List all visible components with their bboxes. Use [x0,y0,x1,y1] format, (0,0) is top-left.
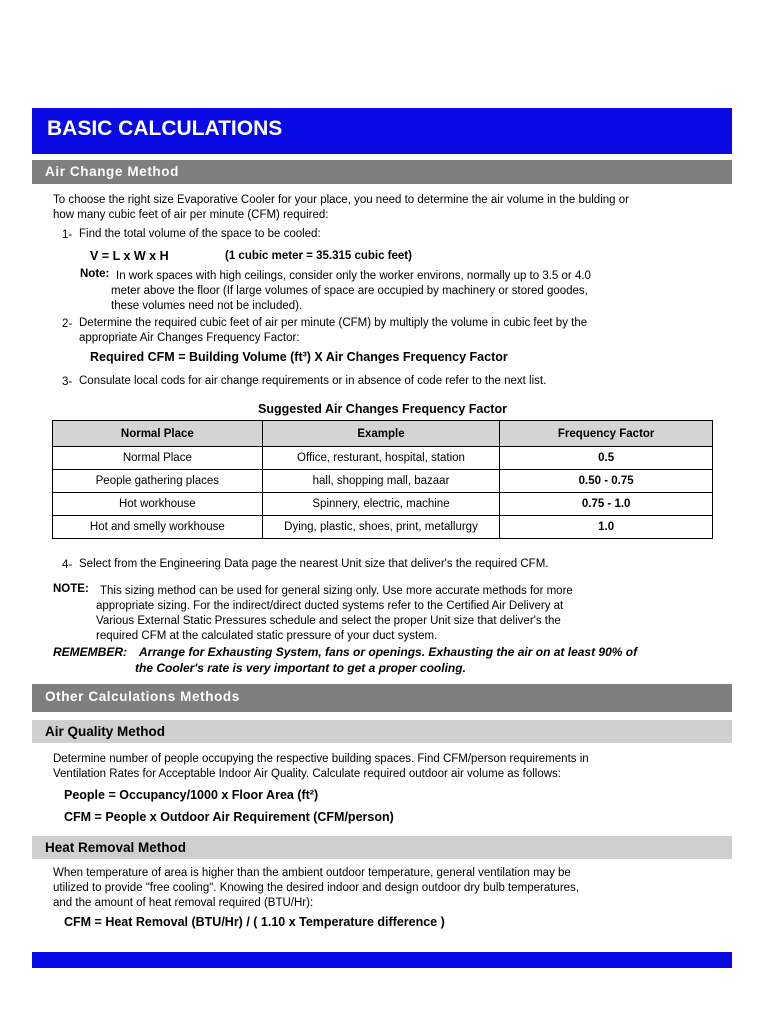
step-number: 2- [62,318,73,330]
title-bar [32,108,732,154]
subsection-header-air-quality [32,720,732,743]
text-line: and the amount of heat removal required (BTU/Hr): [53,897,314,909]
heat-removal-text [53,866,579,911]
step-text: Consulate local cods for air change requirements or in absence of code refer to the next list. [79,375,547,387]
table-row [53,447,713,470]
column-header: Frequency Factor [500,421,713,447]
step-number: 3- [62,376,73,388]
table-row [53,470,713,493]
note-label: Note: [80,268,110,280]
note-line: these volumes need not be included). [111,300,303,312]
remember-label: REMEMBER: [53,645,127,659]
note2-line: This sizing method can be used for general sizing only. Use more accurate methods for more [100,585,573,597]
table-cell: 0.5 [500,447,713,470]
text-line: When temperature of area is higher than the ambient outdoor temperature, general ventilation may be [53,867,571,879]
note2-line: appropriate sizing. For the indirect/direct ducted systems refer to the Certified Air Delivery at [96,600,564,612]
note2-line: required CFM at the calculated static pressure of your duct system. [96,630,438,642]
table-cell: 1.0 [500,516,713,539]
formula-volume: V = L x W x H [90,249,169,263]
frequency-table [52,420,713,539]
table-cell: Normal Place [53,447,263,470]
note-line: In work spaces with high ceilings, consider only the worker environs, normally up to 3.5 or 4.0 [116,270,591,282]
table-cell: Office, resturant, hospital, station [262,447,500,470]
remember-line: the Cooler's rate is very important to get a proper cooling. [135,661,466,675]
column-header: Example [262,421,500,447]
table-cell: Dying, plastic, shoes, print, metallurgy [262,516,500,539]
section-title: Other Calculations Methods [45,689,240,704]
table-row [53,516,713,539]
step-text: Find the total volume of the space to be cooled: [79,228,321,240]
formula-cfm: Required CFM = Building Volume (ft³) X Air Changes Frequency Factor [90,350,508,364]
page-title: BASIC CALCULATIONS [47,117,283,140]
table-cell: People gathering places [53,470,263,493]
intro-line: To choose the right size Evaporative Cooler for your place, you need to determine the air volume in the bulding or [53,194,629,206]
formula-people: People = Occupancy/1000 x Floor Area (ft²) [64,788,319,802]
column-header: Normal Place [53,421,263,447]
table-header-row [53,421,713,447]
footer-bar [32,952,732,968]
section-header-other [32,684,732,712]
table-cell: 0.75 - 1.0 [500,493,713,516]
step-text: Select from the Engineering Data page the nearest Unit size that deliver's the required CFM. [79,558,549,570]
note-line: meter above the floor (If large volumes of space are occupied by machinery or stored goodes, [111,285,588,297]
text-line: Determine number of people occupying the respective building spaces. Find CFM/person requirements in [53,753,589,765]
note2-label: NOTE: [53,583,89,595]
table-cell: Spinnery, electric, machine [262,493,500,516]
table-title: Suggested Air Changes Frequency Factor [258,402,507,416]
table-cell: hall, shopping mall, bazaar [262,470,500,493]
air-quality-text [53,752,589,782]
step-line: appropriate Air Changes Frequency Factor: [79,332,300,344]
section-header-air-change [32,160,732,184]
intro-text [53,193,629,223]
formula-cfm-people: CFM = People x Outdoor Air Requirement (CFM/person) [64,810,394,824]
section-title: Air Change Method [45,164,179,179]
formula-heat-removal: CFM = Heat Removal (BTU/Hr) / ( 1.10 x Temperature difference ) [64,915,445,929]
text-line: utilized to provide "free cooling". Knowing the desired indoor and design outdoor dry bulb temperatures, [53,882,579,894]
step-number: 1- [62,229,73,241]
table-cell: 0.50 - 0.75 [500,470,713,493]
step-number: 4- [62,559,73,571]
subsection-title: Heat Removal Method [45,840,187,855]
remember-line: Arrange for Exhausting System, fans or openings. Exhausting the air on at least 90% of [139,645,638,659]
text-line: Ventilation Rates for Acceptable Indoor Air Quality. Calculate required outdoor air volume as follows: [53,768,561,780]
subsection-header-heat-removal [32,836,732,859]
formula-conversion: (1 cubic meter = 35.315 cubic feet) [225,250,412,262]
table-cell: Hot workhouse [53,493,263,516]
step-line: Determine the required cubic feet of air per minute (CFM) by multiply the volume in cubic feet by the [79,317,588,329]
table-row [53,493,713,516]
note2-line: Various External Static Pressures schedule and select the proper Unit size that deliver's the [96,615,561,627]
table-cell: Hot and smelly workhouse [53,516,263,539]
intro-line: how many cubic feet of air per minute (CFM) required: [53,209,329,221]
subsection-title: Air Quality Method [45,724,166,739]
step-text [79,316,587,346]
